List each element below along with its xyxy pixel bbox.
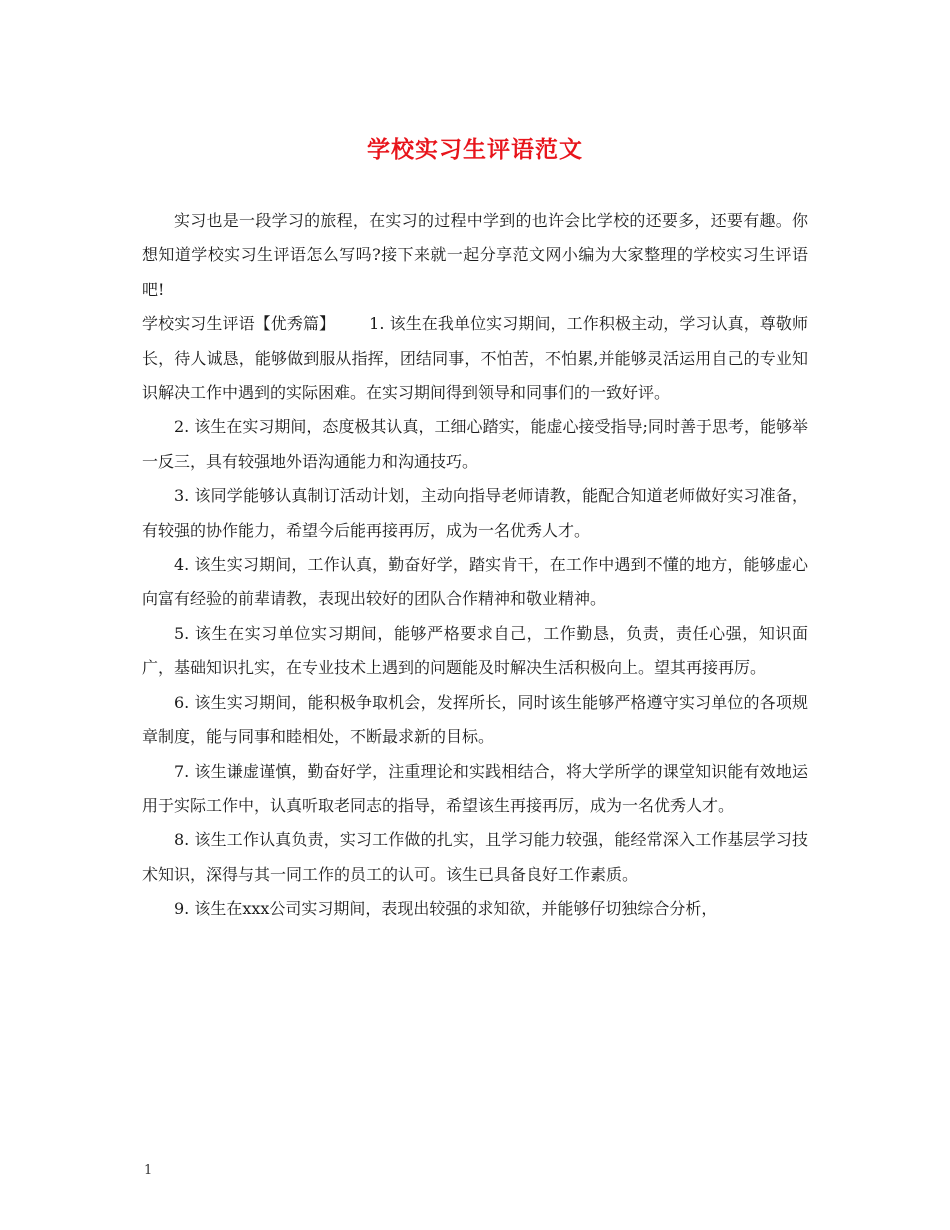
list-item: 7. 该生谦虚谨慎，勤奋好学，注重理论和实践相结合，将大学所学的课堂知识能有效地运用于实际工作中，认真听取老同志的指导，希望该生再接再厉，成为一名优秀人才。 — [142, 761, 808, 815]
document-title: 学校实习生评语范文 — [367, 136, 583, 163]
document-body — [142, 204, 808, 927]
list-item: 2. 该生在实习期间，态度极其认真，工细心踏实，能虚心接受指导;同时善于思考，能够举一反三，具有较强地外语沟通能力和沟通技巧。 — [142, 417, 808, 471]
list-item: 3. 该同学能够认真制订活动计划，主动向指导老师请教，能配合知道老师做好实习准备，有较强的协作能力，希望今后能再接再厉，成为一名优秀人才。 — [142, 486, 808, 540]
intro-paragraph: 实习也是一段学习的旅程，在实习的过程中学到的也许会比学校的还要多，还要有趣。你想知道学校实习生评语怎么写吗?接下来就一起分享范文网小编为大家整理的学校实习生评语吧! — [142, 211, 808, 299]
list-item: 8. 该生工作认真负责，实习工作做的扎实，且学习能力较强，能经常深入工作基层学习技术知识，深得与其一同工作的员工的认可。该生已具备良好工作素质。 — [142, 830, 808, 884]
list-item: 9. 该生在xxx公司实习期间，表现出较强的求知欲，并能够仔切独综合分析， — [174, 899, 718, 919]
first-item-paragraph — [142, 307, 808, 410]
list-item: 6. 该生实习期间，能积极争取机会，发挥所长，同时该生能够严格遵守实习单位的各项规章制度，能与同事和睦相处，不断最求新的目标。 — [142, 692, 808, 747]
page-number: 1 — [144, 1163, 153, 1178]
list-item: 1. 该生在我单位实习期间，工作积极主动，学习认真，尊敬师长，待人诚恳，能够做到服从指挥，团结同事，不怕苦，不怕累,并能够灵活运用自己的专业知识解决工作中遇到的实际困难。在实习期间得到领导和同事们的一致好评。 — [142, 314, 808, 403]
list-item: 5. 该生在实习单位实习期间，能够严格要求自己，工作勤恳，负责，责任心强，知识面广，基础知识扎实，在专业技术上遇到的问题能及时解决生活积极向上。望其再接再厉。 — [142, 623, 808, 678]
section-label: 学校实习生评语【优秀篇】 — [142, 314, 336, 334]
list-item: 4. 该生实习期间，工作认真，勤奋好学，踏实肯干，在工作中遇到不懂的地方，能够虚心向富有经验的前辈请教，表现出较好的团队合作精神和敬业精神。 — [142, 555, 808, 609]
